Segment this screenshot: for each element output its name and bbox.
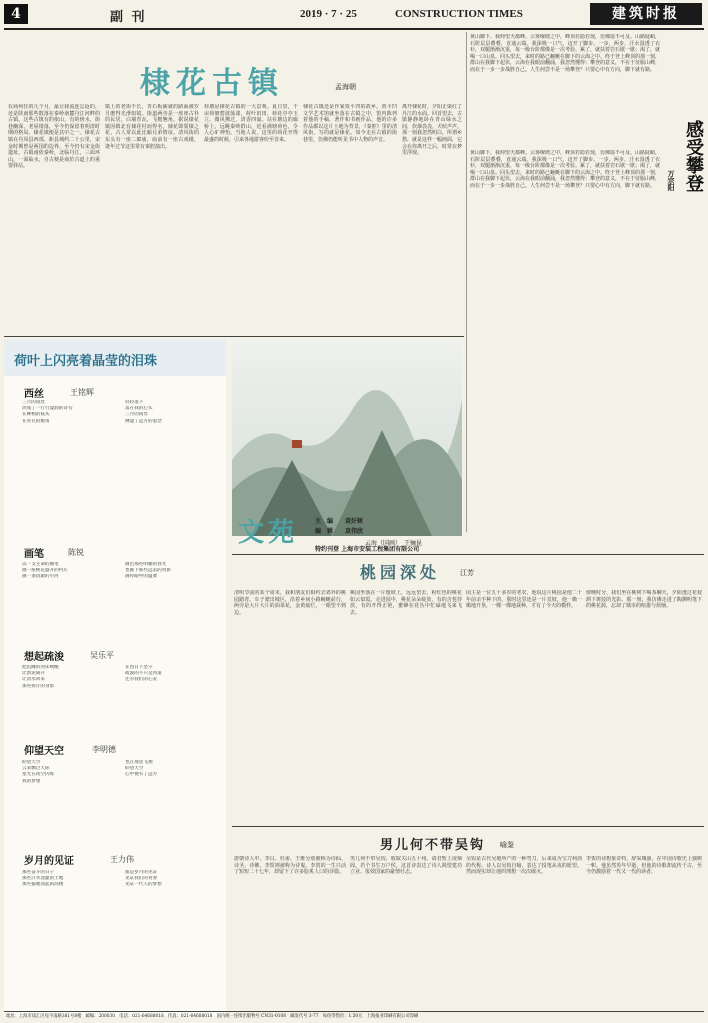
poem-1-title: 西丝	[24, 389, 44, 400]
poem-line: 还有我们的心灵	[125, 677, 158, 683]
poem-line: 在柳梢的枝头	[22, 412, 50, 418]
poem-line: 三月的雨丝	[22, 400, 45, 405]
poem-line: 在青瓦的檐角	[22, 418, 50, 424]
article3-col2: 男儿何不带吴钩，收取关山五十州。请君暂上凌烟阁，若个书生万户侯。这首诗表达了诗人渴望建功立业、报效国家的豪情壮志。	[350, 856, 462, 876]
wenyuan-editor-label: 主 编	[315, 518, 334, 525]
painting-image	[232, 340, 462, 536]
poem-2-author: 陈锐	[68, 548, 84, 557]
poem-2-lines-b	[125, 562, 223, 581]
poem-line: 把沉睡的河床唤醒	[22, 665, 59, 670]
poem-3-author: 吴乐平	[90, 651, 114, 660]
poem-3-lines-b	[125, 665, 223, 684]
poem-1-lines-a	[22, 400, 120, 425]
side-poem-intro: 黄山脚下，我仰望天都峰。云雾缭绕之中，峰顶若隐若现，仿佛遥不可及。山路陡峭，石阶层层叠叠，直通云端。我深吸一口气，迈开了脚步。一步，两步，汗水湿透了衣衫，双腿渐渐沉重，每一级台阶都像是一次考验。累了，就扶着岩石歇一歇；渴了，就喝一口山泉。回头望去，来时的路已蜿蜒在脚下的云海之中。终于登上峰顶的那一刻，群山在我脚下起伏，云海在我眼前翻涌，我忽然懂得：攀登的意义，不在于征服山峰，而在于一步一步战胜自己。人生何尝不是一场攀登？只要心中有方向，脚下就有路。	[470, 34, 660, 73]
article3-author: 喻鉴	[500, 841, 514, 849]
poem-line: 那些拔地而起的高楼	[22, 882, 64, 888]
poem-line: 画你眼中的温柔	[125, 574, 158, 580]
poem-line: 那些挥汗的身影	[22, 683, 55, 689]
poem-line: 见证我们的青春	[125, 876, 158, 882]
page-number: 4	[4, 4, 28, 24]
article3-title: 男儿何不带吴钩	[380, 838, 486, 853]
article2-author: 江芳	[460, 569, 474, 577]
article2-col4: 傍晚时分，我们坐在桃树下喝茶聊天，夕阳透过花枝洒下斑驳的光影。那一刻，我仿佛走进了陶渊明笔下的桃花源，忘却了城市的喧嚣与烦恼。	[586, 590, 702, 610]
poem-line: 云朵飘过天际	[22, 766, 50, 772]
footer-rule	[4, 1011, 704, 1012]
paper-name-en: CONSTRUCTION TIMES	[395, 8, 523, 20]
main-article-col2: 镇上的老街不长，青石板铺就的路面被岁月磨得光滑如镜。街道两旁是一座座古朴的民居，白墙青瓦，飞檐翘角。据说棣花镇因镇北有棣花村而得名，棣花即棠棣之花，古人常以此比喻兄弟情谊。清风街的东头有一座二郎庙，庙前有一座古戏楼，逢年过节这里常有秦腔演出。	[105, 104, 199, 150]
poem-1-author: 王铭辉	[70, 388, 94, 397]
poem-line: 画出那些明媚的春光	[125, 562, 167, 567]
section-name: 副 刊	[110, 10, 147, 25]
poem-3-lines-a	[22, 665, 120, 690]
poem-line: 见证一代人的梦想	[125, 882, 162, 888]
poem-line: 疏浚的不只是河道	[125, 671, 162, 677]
wenyuan-assoc: 袁伟欣	[345, 528, 364, 535]
poem-line: 那些汗水浇灌的土地	[22, 876, 64, 882]
poem-5-title: 岁月的见证	[24, 856, 74, 867]
poem-4-lines-a	[22, 760, 120, 785]
article2-title: 桃园深处	[360, 563, 441, 582]
poem-line: 画一条清澈的小河	[22, 574, 59, 580]
lower-rule	[232, 826, 704, 827]
poem-2-lines-a	[22, 562, 120, 581]
side-poem-author: 万宗阳	[667, 170, 676, 191]
wenyuan-title: 文苑	[238, 518, 299, 548]
wenyuan-assoc-label: 编 辑	[315, 528, 334, 535]
poem-line: 都是岁月的见证	[125, 870, 158, 875]
side-poem-title: 感受攀登	[683, 120, 704, 192]
poem-4-lines-b	[125, 760, 223, 779]
poetry-section-title: 荷叶上闪亮着晶莹的泪珠	[14, 354, 158, 369]
main-article-author: 孟海朝	[335, 83, 356, 91]
poem-line: 也画下那些远去的背影	[125, 568, 171, 574]
poem-line: 心中便有了远方	[125, 772, 158, 778]
main-article-col4: 棣花古镇还是作家贾平凹的故乡。贾平凹文学艺术馆就坐落在古镇之中，馆内陈列着他的手稿、著作和书画作品。他的许多作品都以这片土地为背景，《秦腔》里的清风街，写的就是棣花。如今走在古镇的街巷里，仿佛仍能听见书中人物的声音。	[303, 104, 397, 143]
poem-5-author: 王力伟	[110, 855, 134, 864]
issue-date: 2019 · 7 · 25	[300, 8, 357, 20]
poem-line: 落在我的心头	[125, 406, 153, 412]
poem-3-title: 想起疏浚	[24, 652, 64, 663]
poem-line: 轻轻落下	[125, 400, 144, 405]
poem-line: 仰望天空	[22, 760, 41, 765]
poem-line: 淡成了一行行湿润的诗句	[22, 406, 73, 412]
poem-line: 我的梦想	[22, 778, 41, 784]
main-article-col3: 荷塘是棣花古镇的一大景观。夏日里，千亩荷塘碧波荡漾，荷叶田田，荷花亭亭玉立，微风拂过，清香四溢。站在塘边的廊桥上，远眺秦岭群山，近看满塘荷色，令人心旷神怡。当地人说，这里的荷花开得最盛的时候，引来各地游客纷至沓来。	[204, 104, 298, 143]
footer-info: 地址：上海市徐汇区宛平南路381号8楼 邮编：200030 电话：021-64688018 传真：021-64688018 国内统一连续出版物号 CN31-0108 邮发代号 3-77 每份零售价：1.50元 上海报业印刷有限公司印刷	[6, 1014, 419, 1019]
article2-col3: 园主是一位五十多岁的老农，他说这片桃园是他二十年前亲手种下的。那时这里还是一片荒坡，他一锄一锄地开垦，一棵一棵地栽种，才有了今天的模样。	[466, 590, 582, 610]
poem-line: 淋湿了远方的思念	[125, 418, 162, 424]
poem-line: 也在那里飞翔	[125, 760, 153, 765]
poem-line: 画一座桃花盛开的村庄	[22, 568, 68, 574]
poem-line: 三月的雨丝	[125, 412, 148, 418]
article3-col1: 唐朝诗人中，李白、杜甫、王维分别被称为诗仙、诗圣、诗佛，李贺则被称为诗鬼。李贺的一生只活了短短二十七年，却留下了许多脍炙人口的诗篇。	[234, 856, 346, 876]
poem-line: 以一支生命的画笔	[22, 562, 59, 567]
poem-1-lines-b	[125, 400, 223, 425]
poem-4-author: 李明德	[92, 745, 116, 754]
wenyuan-editor: 袁好树	[345, 518, 364, 525]
poem-5-lines-a	[22, 870, 120, 889]
painting-caption: 云海（国画） 王骊昆	[365, 540, 423, 547]
article2-col2: 桃园坐落在一片缓坡上，远远望去，粉红色的桃花如云似霞。走进园中，桃花朵朵绽放，有的含苞待放，有的开得正艳，蜜蜂在花丛中忙碌地飞来飞去。	[350, 590, 462, 616]
poem-4-title: 仰望天空	[24, 746, 64, 757]
poem-line: 让淤泥离开	[22, 671, 45, 677]
article2-col1: 清明节前的某个周末，我和朋友们相约去郊外的桃园踏青。车子驶出城区，沿着乡间小路蜿蜒前行，两旁是大片大片的油菜花，金黄灿烂，一眼望不到边。	[234, 590, 346, 616]
poem-line: 让清水回来	[22, 677, 45, 683]
article3-col3: 吴钩是古代吴地所产的一种弯刀，后来成为宝刀利剑的代称。诗人以吴钩自喻，表达了投笔从戎的愿望。然而现实却让他的理想一次次破灭。	[466, 856, 582, 876]
mountain-landscape-icon	[232, 340, 462, 536]
poem-line: 在烈日下坚守	[125, 665, 153, 670]
poem-line: 星光在夜空闪烁	[22, 772, 55, 778]
main-article-title: 棣花古镇	[140, 66, 284, 101]
side-divider	[466, 32, 467, 532]
poem-line: 仰望天空	[125, 766, 144, 772]
article3-col4: 李贺的诗想象奇特，辞采瑰丽，在中国诗歌史上独树一帜。他虽然英年早逝，但他的诗歌却流传千古，至今仍激励着一代又一代的读者。	[586, 856, 702, 876]
poem-2-title: 画笔	[24, 549, 44, 560]
poem-line: 那些奋斗的日子	[22, 870, 55, 875]
mid-rule	[232, 554, 704, 555]
header-rule	[4, 28, 704, 30]
main-article-rule	[4, 336, 464, 337]
paper-name-cn: 建筑时报	[590, 3, 702, 25]
main-article-col1: 在商州住的几个月，最让我流连忘返的，还是陕南那些散落在秦岭南麓丹江河畔的古镇。这些古镇有的依山，有的傍水，街巷幽深，老屋错落，至今仍保留着明清时期的格局。棣花镇便是其中之一。棣花古镇在丹凤县西部，距县城约二十公里，宋金时期曾是两国的边界，至今仍有宋金街遗址。古镇南依秦岭，北临丹江，三面环山，一面临水，自古便是商於古道上的重要驿站。	[8, 104, 100, 170]
main-article-col5: 离开棣花时，夕阳正染红了丹江的水面。回首望去，古镇静静地卧在青山绿水之间，炊烟袅袅，犬吠声声。那一刻我忽然明白，所谓乡愁，就是这样一幅画面，它会在你离开之后，时常在梦里浮现。	[402, 104, 462, 157]
wenyuan-sponsor: 特约刊登 上海市安装工程集团有限公司	[315, 546, 420, 553]
side-poem-body: 黄山脚下，我仰望天都峰。云雾缭绕之中，峰顶若隐若现，仿佛遥不可及。山路陡峭，石阶层层叠叠，直通云端。我深吸一口气，迈开了脚步。一步，两步，汗水湿透了衣衫，双腿渐渐沉重，每一级台阶都像是一次考验。累了，就扶着岩石歇一歇；渴了，就喝一口山泉。回头望去，来时的路已蜿蜒在脚下的云海之中。终于登上峰顶的那一刻，群山在我脚下起伏，云海在我眼前翻涌，我忽然懂得：攀登的意义，不在于征服山峰，而在于一步一步战胜自己。人生何尝不是一场攀登？只要心中有方向，脚下就有路。	[470, 150, 660, 189]
poem-5-lines-b	[125, 870, 223, 889]
